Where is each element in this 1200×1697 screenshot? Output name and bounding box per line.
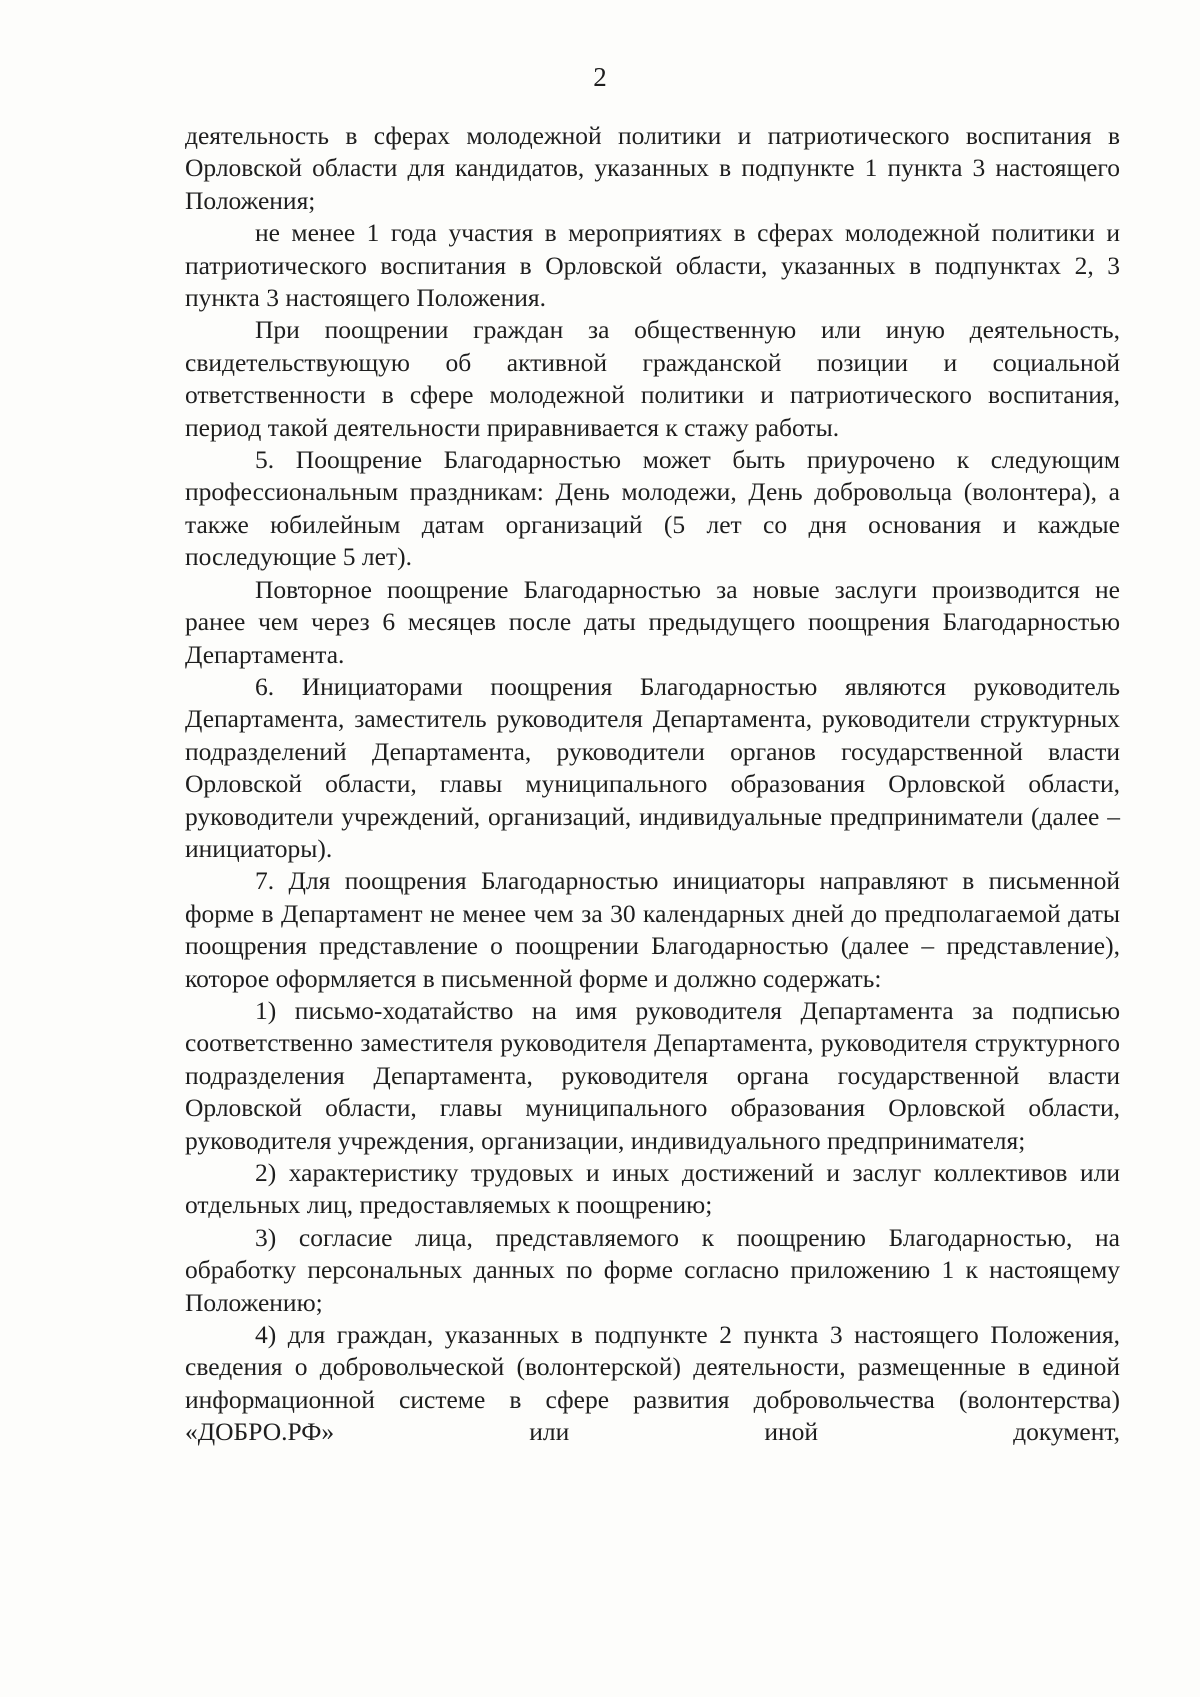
paragraph-subitem-1: 1) письмо-ходатайство на имя руководителя Департамента за подписью соответственно заместителя руководителя Департамента, руководителя структурного подразделения Департамента, руководителя органа государственной власти Орловской области, главы муниципального образования Орловской области, руководителя учреждения, организации, индивидуального предпринимателя; (185, 995, 1120, 1155)
document-body (185, 120, 1120, 1449)
paragraph-item-6: 6. Инициаторами поощрения Благодарностью являются руководитель Департамента, заместитель руководителя Департамента, руководители структурных подразделений Департамента, руководители органов государственной власти Орловской области, главы муниципального образования Орловской области, руководители учреждений, организаций, индивидуальные предприниматели (далее – инициаторы). (185, 671, 1120, 863)
paragraph-subitem-4: 4) для граждан, указанных в подпункте 2 пункта 3 настоящего Положения, сведения о добровольческой (волонтерской) деятельности, размещенные в единой информационной системе в сфере развития добровольчества (волонтерства) «ДОБРО.РФ» или иной документ, (185, 1320, 1120, 1447)
page-number: 2 (593, 62, 607, 92)
paragraph-continuation: деятельность в сферах молодежной политики и патриотического воспитания в Орловской области для кандидатов, указанных в подпункте 1 пункта 3 настоящего Положения; (185, 121, 1120, 215)
paragraph-subitem-3: 3) согласие лица, представляемого к поощрению Благодарностью, на обработку персональных данных по форме согласно приложению 1 к настоящему Положению; (185, 1222, 1120, 1317)
paragraph-participation-requirement: не менее 1 года участия в мероприятиях в сферах молодежной политики и патриотического воспитания в Орловской области, указанных в подпунктах 2, 3 пункта 3 настоящего Положения. (185, 218, 1120, 313)
paragraph-civic-activity: При поощрении граждан за общественную или иную деятельность, свидетельствующую об активной гражданской позиции и социальной ответственности в сфере молодежной политики и патриотического воспитания, период такой деятельности приравнивается к стажу работы. (185, 315, 1120, 442)
paragraph-item-5: 5. Поощрение Благодарностью может быть приурочено к следующим профессиональным праздникам: День молодежи, День добровольца (волонтера), а также юбилейным датам организаций (5 лет со дня основания и каждые последующие 5 лет). (185, 445, 1120, 572)
paragraph-repeat-award: Повторное поощрение Благодарностью за новые заслуги производится не ранее чем через 6 месяцев после даты предыдущего поощрения Благодарностью Департамента. (185, 574, 1120, 669)
paragraph-subitem-2: 2) характеристику трудовых и иных достижений и заслуг коллективов или отдельных лиц, предоставляемых к поощрению; (185, 1158, 1120, 1220)
paragraph-item-7: 7. Для поощрения Благодарностью инициаторы направляют в письменной форме в Департамент не менее чем за 30 календарных дней до предполагаемой даты поощрения представление о поощрении Благодарностью (далее – представление), которое оформляется в письменной форме и должно содержать: (185, 866, 1120, 993)
